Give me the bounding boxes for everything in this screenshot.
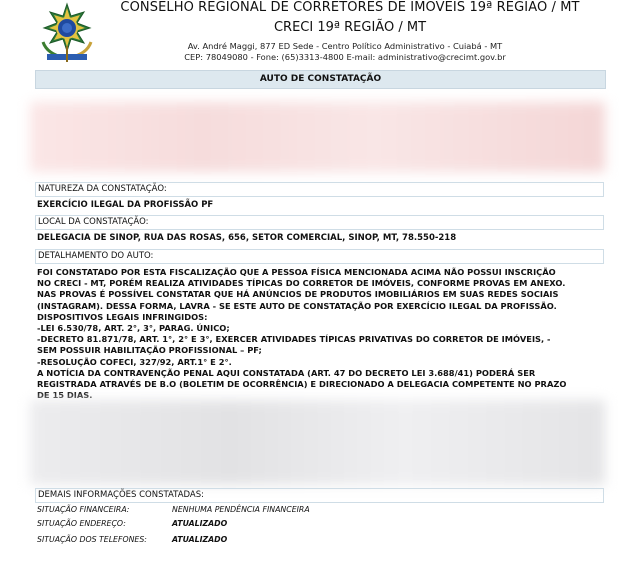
- council-address: [90, 41, 600, 63]
- detalhamento-text: FOI CONSTATADO POR ESTA FISCALIZAÇÃO QUE A PESSOA FÍSICA MENCIONADA ACIMA NÃO POSSUI INSCRIÇÃO NO CRECI - MT, PORÉM REALIZA ATIVIDADES TÍPICAS DO CORRETOR DE IMÓVEIS, CONFORME PROVAS EM ANEXO. NAS PROVAS É POSSÍVEL CONSTATAR QUE HÁ ANÚNCIOS DE PRODUTOS IMOBILIÁRIOS EM SUAS REDES SOCIAIS (INSTAGRAM). DESSA FORMA, LAVRA - SE ESTE AUTO DE CONSTATAÇÃO POR EXERCÍCIO ILEGAL DA PROFISSÃO. DISPOSITIVOS LEGAIS INFRINGIDOS: -LEI 6.530/78, ART. 2°, 3°, PARAG. ÚNICO; -DECRETO 81.871/78, ART. 1°, 2° E 3°, EXERCER ATIVIDADES TÍPICAS PRIVATIVAS DO CORRETOR DE IMÓVEIS, - SEM POSSUIR HABILITAÇÃO PROFISSIONAL – PF; -RESOLUÇÃO COFECI, 327/92, ART.1° E 2°. A NOTÍCIA DA CONTRAVENÇÃO PENAL AQUI CONSTATADA (ART. 47 DO DECRETO LEI 3.688/41) PODERÁ SER REGISTRADA ATRAVÉS DE B.O (BOLETIM DE OCORRÊNCIA) E DIRECIONADO A DELEGACIA COMPETENTE NO PRAZO DE 15 DIAS.: [37, 267, 567, 401]
- document-title: AUTO DE CONSTATAÇÃO: [35, 70, 606, 89]
- situacao-endereco-label: SITUAÇÃO ENDEREÇO:: [37, 519, 126, 528]
- detalhamento-label: DETALHAMENTO DO AUTO:: [35, 249, 604, 264]
- contact-line: CEP: 78049080 - Fone: (65)3313-4800 E-mail: administrativo@crecimt.gov.br: [184, 52, 506, 62]
- council-subtitle: CRECI 19ª REGIÃO / MT: [273, 20, 427, 35]
- situacao-telefones-value: ATUALIZADO: [172, 535, 228, 544]
- situacao-financeira-label: SITUAÇÃO FINANCEIRA:: [37, 505, 130, 514]
- address-line: Av. André Maggi, 877 ED Sede - Centro Político Administrativo - Cuiabá - MT: [187, 41, 503, 51]
- redacted-block: [30, 400, 605, 485]
- council-title: CONSELHO REGIONAL DE CORRETORES DE IMÓVEIS 19ª REGIÃO / MT: [120, 0, 580, 15]
- situacao-endereco-value: ATUALIZADO: [172, 519, 228, 528]
- local-label: LOCAL DA CONSTATAÇÃO:: [35, 215, 604, 230]
- demais-label: DEMAIS INFORMAÇÕES CONSTATADAS:: [35, 488, 604, 503]
- natureza-label: NATUREZA DA CONSTATAÇÃO:: [35, 182, 604, 197]
- local-value: DELEGACIA DE SINOP, RUA DAS ROSAS, 656, SETOR COMERCIAL, SINOP, MT, 78.550-218: [37, 233, 457, 243]
- redacted-block: [30, 102, 605, 172]
- natureza-value: EXERCÍCIO ILEGAL DA PROFISSÃO PF: [37, 200, 214, 210]
- situacao-financeira-value: NENHUMA PENDÊNCIA FINANCEIRA: [172, 505, 310, 514]
- situacao-telefones-label: SITUAÇÃO DOS TELEFONES:: [37, 535, 147, 544]
